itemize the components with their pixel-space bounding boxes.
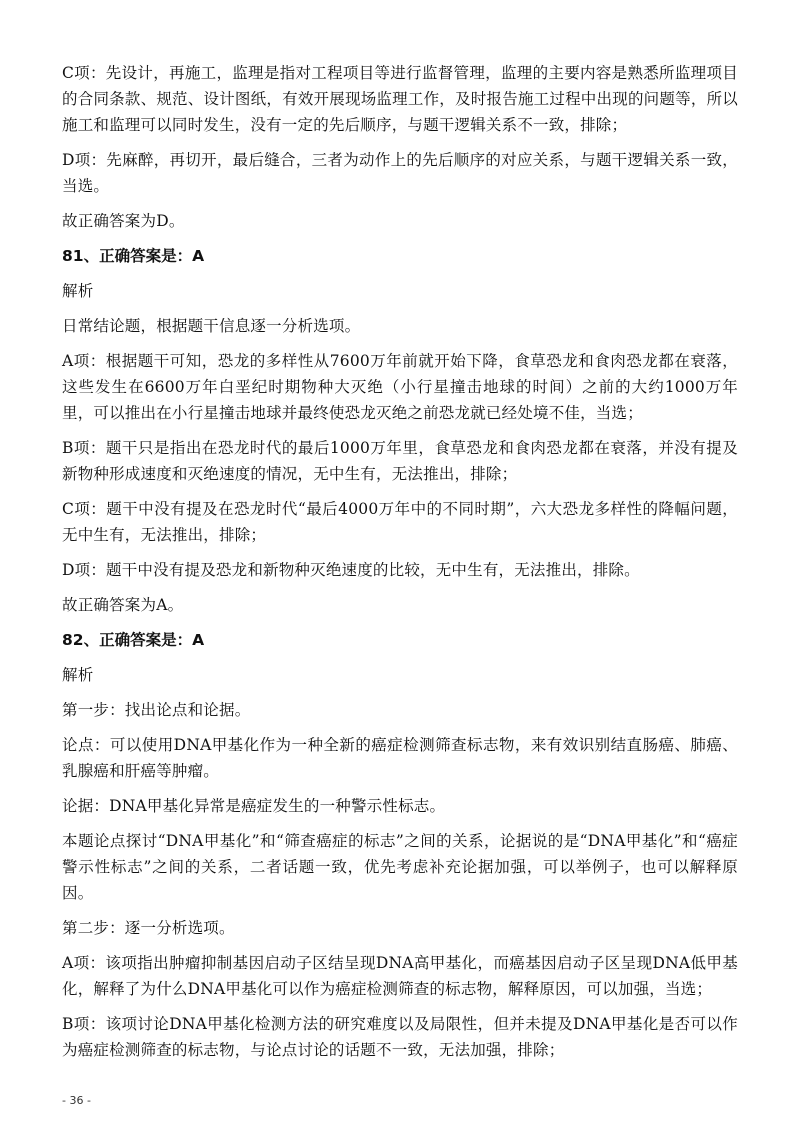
paragraph-82-option-b: B项：该项讨论DNA甲基化检测方法的研究难度以及局限性，但并未提及DNA甲基化是否可以作为癌症检测筛查的标志物，与论点讨论的话题不一致，无法加强，排除；: [62, 1015, 738, 1059]
paragraph-81-option-b: B项：题干只是指出在恐龙时代的最后1000万年里，食草恐龙和食肉恐龙都在衰落，并没有提及新物种形成速度和灭绝速度的情况，无中生有，无法推出，排除；: [62, 439, 738, 483]
paragraph-intro-81: 日常结论题，根据题干信息逐一分析选项。: [62, 317, 361, 335]
paragraph-argument-point: 论点：可以使用DNA甲基化作为一种全新的癌症检测筛查标志物，来有效识别结直肠癌、肺癌、乳腺癌和肝癌等肿瘤。: [62, 736, 738, 780]
paragraph-81-option-a: A项：根据题干可知，恐龙的多样性从7600万年前就开始下降，食草恐龙和食肉恐龙都在衰落，这些发生在6600万年白垩纪时期物种大灭绝（小行星撞击地球的时间）之前的大约1000万年里，可以推出在小行星撞击地球并最终使恐龙灭绝之前恐龙就已经处境不佳，当选；: [62, 352, 738, 422]
document-body: [62, 60, 738, 1072]
paragraph-82-option-a: A项：该项指出肿瘤抑制基因启动子区结呈现DNA高甲基化，而癌基因启动子区呈现DNA低甲基化，解释了为什么DNA甲基化可以作为癌症检测筛查的标志物，解释原因，可以加强，当选；: [62, 954, 738, 998]
paragraph-analysis-label-81: 解析: [62, 282, 94, 300]
paragraph-option-d-anesthesia: D项：先麻醉，再切开，最后缝合，三者为动作上的先后顺序的对应关系，与题干逻辑关系一致，当选。: [62, 151, 738, 195]
page-number: - 36 -: [62, 1094, 91, 1107]
paragraph-answer-81: 故正确答案为A。: [62, 596, 184, 614]
paragraph-analysis-label-82: 解析: [62, 666, 94, 684]
paragraph-step-one: 第一步：找出论点和论据。: [62, 701, 251, 719]
paragraph-option-c-design: C项：先设计，再施工，监理是指对工程项目等进行监督管理，监理的主要内容是熟悉所监理项目的合同条款、规范、设计图纸，有效开展现场监理工作，及时报告施工过程中出现的问题等，所以施工和监理可以同时发生，没有一定的先后顺序，与题干逻辑关系不一致，排除；: [62, 64, 738, 134]
paragraph-81-option-c: C项：题干中没有提及在恐龙时代“最后4000万年中的不同时期”，六大恐龙多样性的降幅问题，无中生有，无法推出，排除；: [62, 500, 738, 544]
paragraph-81-option-d: D项：题干中没有提及恐龙和新物种灭绝速度的比较，无中生有，无法推出，排除。: [62, 561, 640, 579]
paragraph-argument-evidence: 论据：DNA甲基化异常是癌症发生的一种警示性标志。: [62, 797, 446, 815]
heading-question-81: 81、正确答案是：A: [62, 247, 205, 265]
heading-question-82: 82、正确答案是：A: [62, 631, 205, 649]
paragraph-answer-80: 故正确答案为D。: [62, 212, 185, 230]
paragraph-argument-relation: 本题论点探讨“DNA甲基化”和“筛查癌症的标志”之间的关系，论据说的是“DNA甲基化”和“癌症警示性标志”之间的关系，二者话题一致，优先考虑补充论据加强，可以举例子，也可以解释原因。: [62, 832, 738, 902]
paragraph-step-two: 第二步：逐一分析选项。: [62, 919, 235, 937]
